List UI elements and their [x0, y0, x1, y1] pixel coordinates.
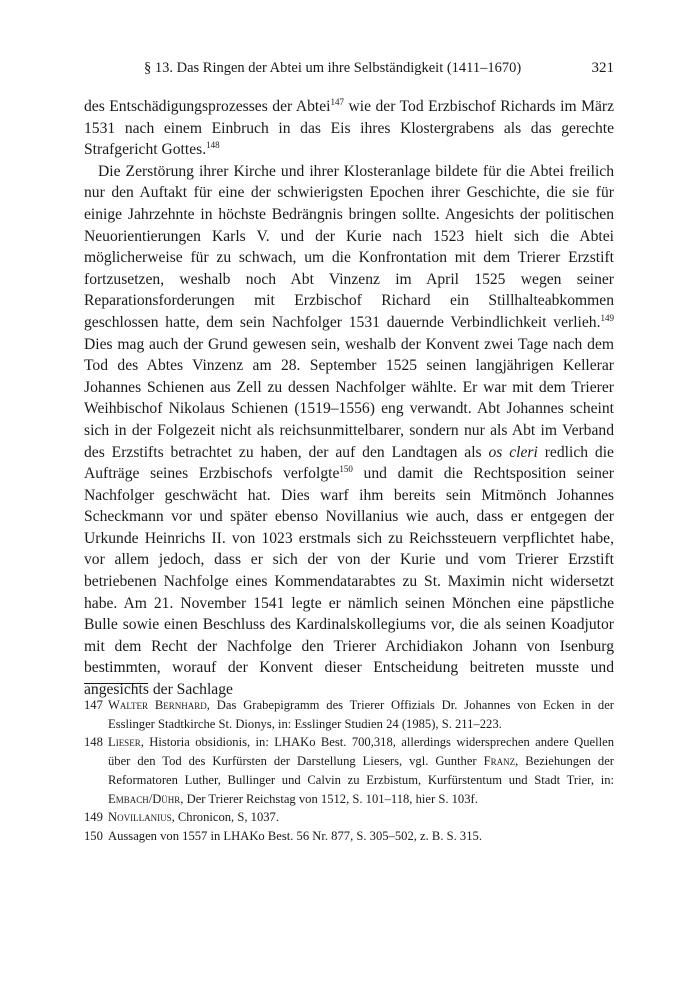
footnote-author: Novillanius: [108, 810, 172, 825]
footnotes: [84, 696, 614, 846]
latin-term-os-cleri: os cleri: [488, 443, 538, 461]
paragraph-1-text-b: wie der Tod Erzbischof Richards im März 1531 nach einem Einbruch in das Eis ihres Klostergrabens als das gerechte Strafgericht Gottes.: [84, 98, 614, 159]
paragraph-2: [84, 161, 614, 701]
footnote-ref-148[interactable]: 148: [206, 140, 220, 151]
footnote-ref-147[interactable]: 147: [330, 97, 344, 107]
footnote-number: 149: [84, 810, 103, 825]
footnote-rule: [84, 683, 148, 684]
footnote-author: Walter Bernhard: [108, 698, 207, 712]
paragraph-2-text-a: Die Zerstörung ihrer Kirche und ihrer Klosteranlage bildete für die Abtei freilich nur den Auftakt für eine der schwierigsten Epochen ihrer Geschichte, die sie für einige Jahrzehnte in höchste Bedrängnis bringen sollte. Angesichts der politischen Neuorientierungen Karls V. und der Kurie nach 1523 hielt sich die Abtei möglicherweise für zu schwach, um die Konfrontation mit dem Trierer Erzstift fortzusetzen, weshalb noch Abt Vinzenz im April 1525 wegen seiner Reparationsforderungen mit Erzbischof Richard ein Stillhalteabkommen geschlossen hatte, dem sein Nachfolger 1531 dauernde Verbindlichkeit verlieh.: [84, 162, 614, 331]
paragraph-1: [84, 96, 614, 161]
footnote-148: [84, 733, 614, 808]
paragraph-2-text-c: redlich die Aufträge seines Erzbischofs verfolgte: [84, 443, 614, 483]
footnote-number: 150: [84, 828, 103, 843]
footnote-147: [84, 696, 614, 733]
footnote-author: Lieser: [108, 735, 141, 750]
footnote-author: Franz: [483, 754, 516, 769]
paragraph-1-text-a: des Entschädigungsprozesses der Abtei: [84, 98, 331, 115]
footnote-text: , Der Trierer Reichstag von 1512, S. 101–118, hier S. 103f.: [180, 791, 478, 806]
footnote-number: 148: [84, 735, 103, 750]
footnote-ref-149[interactable]: 149: [600, 312, 614, 323]
running-title: § 13. Das Ringen der Abtei um ihre Selbständigkeit (1411–1670): [144, 60, 522, 76]
footnote-author: Embach/Dühr: [108, 791, 181, 806]
running-head: [84, 60, 614, 82]
footnote-ref-150[interactable]: 150: [339, 464, 353, 475]
footnote-149: [84, 808, 614, 827]
paragraph-2-text-b: Dies mag auch der Grund gewesen sein, weshalb der Konvent zwei Tage nach dem Tod des Abtes Vinzenz am 28. September 1525 seinen langjährigen Kellerar Johannes Schienen aus Zell zu dessen Nachfolger wählte. Er war mit dem Trierer Weihbischof Nikolaus Schienen (1519–1556) eng verwandt. Abt Johannes scheint sich in der Folgezeit nicht als reichsunmittelbarer, sondern nur als Abt im Verband des Erzstifts betrachtet zu haben, der auf den Landtagen als: [84, 335, 614, 461]
footnote-text: , Chronicon, S, 1037.: [171, 810, 279, 825]
page-number: 321: [591, 60, 614, 76]
footnote-text: , Beziehungen der Reformatoren Luther, Bullinger und Calvin zu Erzbistum, Kurfürstentum und Stadt Trier, in:: [108, 754, 614, 787]
footnote-text: , Historia obsidionis, in: LHAKo Best. 700,318, allerdings widersprechen andere Quellen über den Tod des Kurfürsten der Darstellung Liesers, vgl. Gunther: [108, 735, 614, 769]
paragraph-2-text-d: und damit die Rechtsposition seiner Nachfolger geschwächt hat. Dies warf ihm bereits sein Mitmönch Johannes Scheckmann vor und später ebenso Novillanius wie auch, dass er entgegen der Urkunde Heinrichs II. von 1023 erstmals sich zu Reichssteuern verpflichtet habe, vor allem jedoch, dass er sich der von der Kurie und vom Trierer Erzstift betriebenen Nachfolge eines Kommendatarabtes zu St. Maximin nicht widersetzt habe. Am 21. November 1541 legte er nämlich seinen Mönchen eine päpstliche Bulle sowie einen Beschluss des Kardinalskollegiums vor, die als seinen Koadjutor mit dem Recht der Nachfolge den Trierer Archidiakon Johann von Isenburg bestimmten, worauf der Konvent dieser Entscheidung beitreten musste und angesichts der Sachlage: [84, 465, 614, 699]
body-text: [84, 96, 614, 701]
footnote-150: [84, 827, 614, 846]
footnote-text: Aussagen von 1557 in LHAKo Best. 56 Nr. 877, S. 305–502, z. B. S. 315.: [108, 828, 482, 843]
footnote-text: , Das Grabepigramm des Trierer Offizials Dr. Johannes von Ecken in der Esslinger Stadtkirche St. Dionys, in: Esslinger Studien 24 (1985), S. 211–223.: [108, 698, 614, 731]
footnote-number: 147: [84, 698, 103, 712]
